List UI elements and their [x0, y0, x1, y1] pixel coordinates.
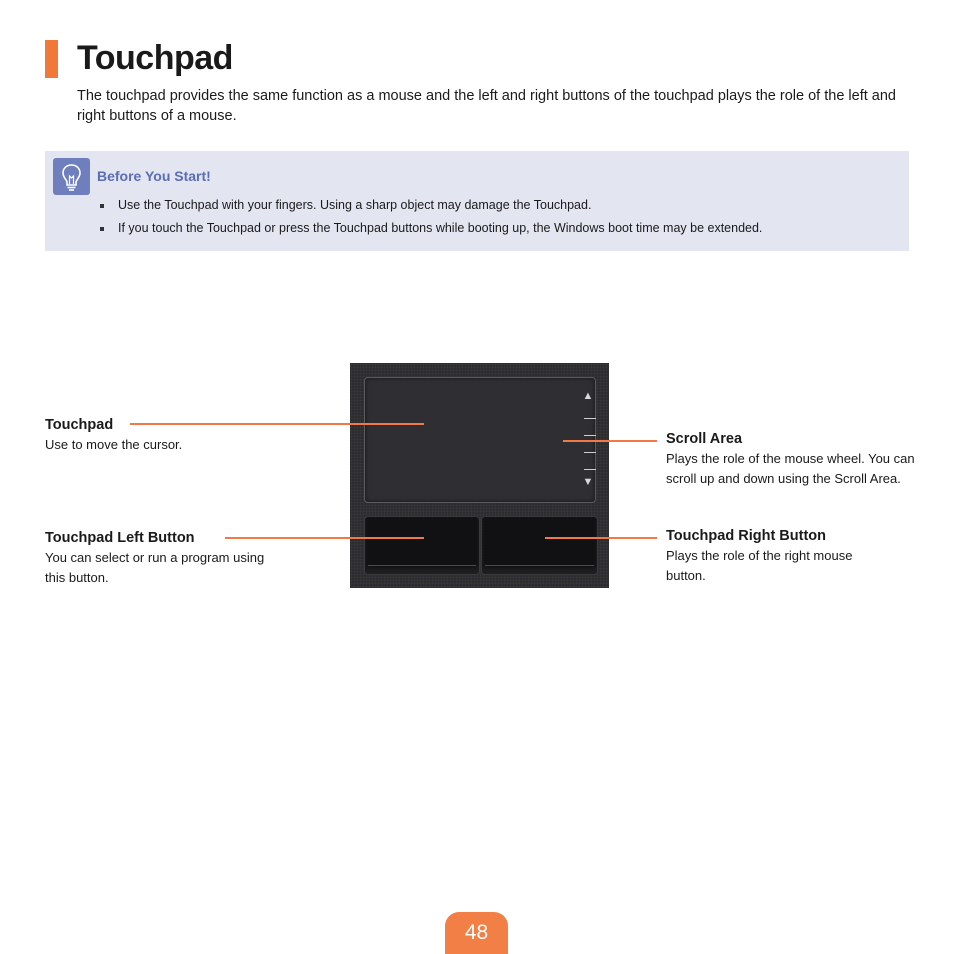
note-item-text: Use the Touchpad with your fingers. Using a sharp object may damage the Touchpad.	[118, 198, 592, 212]
left-button-desc: You can select or run a program using this button.	[45, 550, 265, 585]
touchpad-desc: Use to move the cursor.	[45, 437, 183, 452]
note-title: Before You Start!	[97, 168, 211, 184]
lightbulb-icon	[53, 158, 90, 195]
touchpad-right-button	[481, 516, 598, 575]
before-you-start-note	[45, 151, 909, 251]
touchpad-surface	[364, 377, 596, 503]
page-title: Touchpad	[77, 39, 233, 77]
touchpad-left-button	[364, 516, 480, 575]
scroll-area-leader-line	[563, 440, 657, 442]
left-button-leader-line	[225, 537, 424, 539]
left-button-label: Touchpad Left Button	[45, 530, 195, 546]
scroll-mark	[584, 418, 596, 419]
note-item	[99, 217, 762, 240]
right-button-desc: Plays the role of the right mouse button.	[666, 548, 853, 583]
note-item-text: If you touch the Touchpad or press the Touchpad buttons while booting up, the Windows boot time may be extended.	[118, 221, 763, 235]
scroll-mark	[584, 452, 596, 453]
bullet-icon	[100, 204, 104, 208]
note-item	[99, 194, 762, 217]
scroll-up-arrow-icon: ▲	[582, 390, 594, 402]
touchpad-label: Touchpad	[45, 417, 114, 433]
touchpad-leader-line	[130, 423, 424, 425]
scroll-mark	[584, 469, 596, 470]
scroll-area-desc: Plays the role of the mouse wheel. You can scroll up and down using the Scroll Area.	[666, 451, 915, 486]
right-button-label: Touchpad Right Button	[666, 528, 826, 544]
scroll-down-arrow-icon: ▼	[582, 476, 594, 488]
page-number-tab: 48	[445, 912, 508, 954]
note-list	[99, 194, 762, 240]
bullet-icon	[100, 227, 104, 231]
intro-paragraph: The touchpad provides the same function as a mouse and the left and right buttons of the touchpad plays the role of the left and right buttons of a mouse.	[77, 88, 896, 124]
scroll-area-label: Scroll Area	[666, 431, 743, 447]
right-button-leader-line	[545, 537, 657, 539]
scroll-mark	[584, 435, 596, 436]
touchpad-photo	[350, 363, 609, 588]
title-accent-bar	[45, 40, 58, 78]
